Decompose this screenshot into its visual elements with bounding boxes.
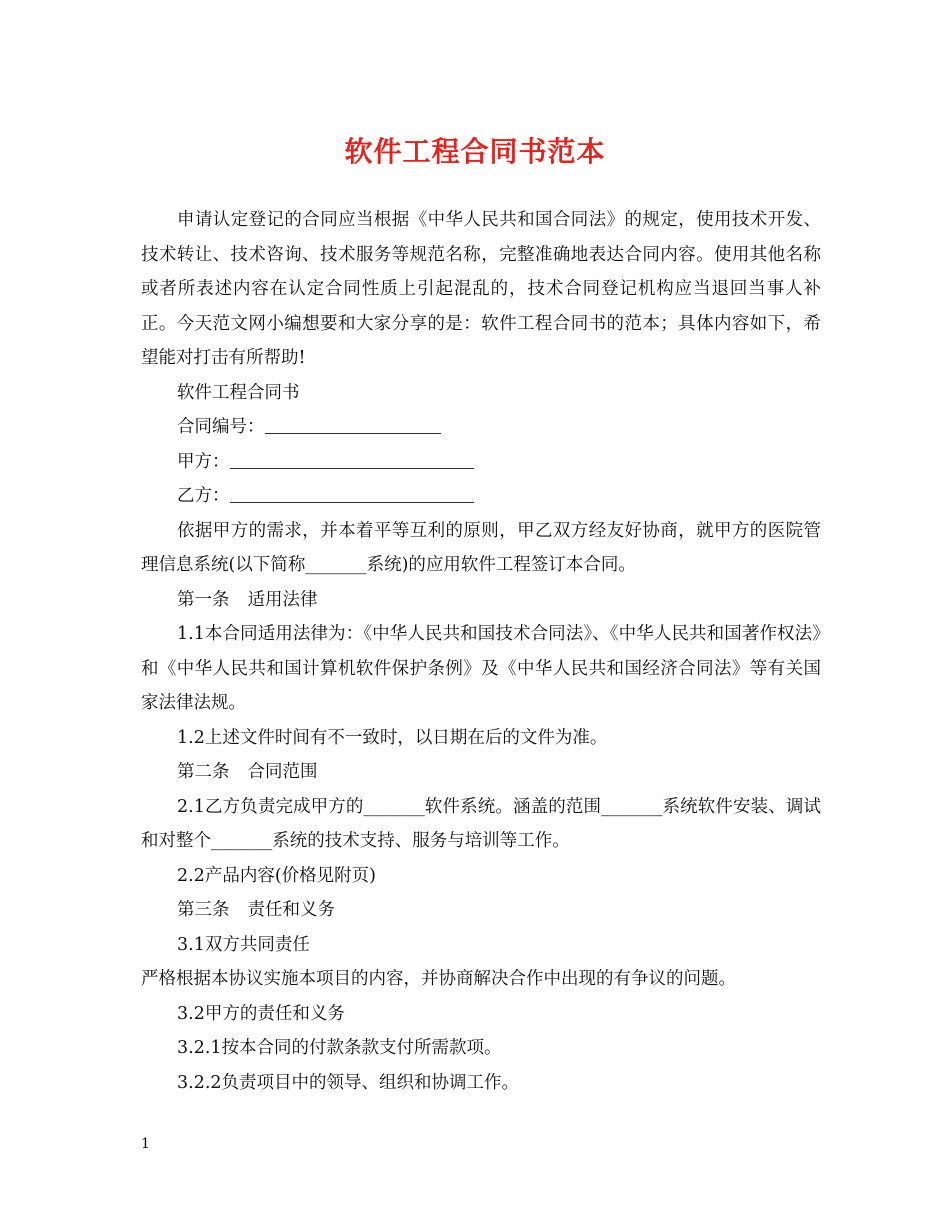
clause-2-1: 2.1乙方负责完成甲方的_______软件系统。涵盖的范围_______系统软件安装、调试和对整个_______系统的技术支持、服务与培训等工作。 (141, 796, 821, 851)
party-b-label: 乙方： (177, 486, 230, 506)
clause-3-1: 3.1双方共同责任 (177, 934, 310, 955)
contract-number-line (141, 410, 821, 445)
document-body (141, 203, 821, 1100)
contract-subtitle: 软件工程合同书 (177, 382, 300, 403)
article-3-title: 责任和义务 (247, 900, 335, 920)
clause-3-2-2: 3.2.2负责项目中的领导、组织和协调工作。 (177, 1072, 520, 1093)
clause-3-2: 3.2甲方的责任和义务 (177, 1003, 345, 1024)
article-2-number: 第二条 (177, 762, 230, 782)
article-1-number: 第一条 (177, 589, 230, 610)
preamble-paragraph: 依据甲方的需求，并本着平等互利的原则，甲乙双方经友好协商，就甲方的医院管理信息系统(以下简称_______系统)的应用软件工程签订本合同。 (141, 520, 821, 575)
contract-number-blank (265, 413, 441, 434)
article-1-title: 适用法律 (247, 589, 318, 610)
clause-2-2: 2.2产品内容(价格见附页) (177, 865, 376, 886)
article-1-heading (141, 583, 821, 618)
article-3-heading (141, 893, 821, 928)
clause-3-1-text: 严格根据本协议实施本项目的内容，并协商解决合作中出现的有争议的问题。 (141, 969, 736, 989)
party-a-blank (230, 448, 474, 469)
party-b-line (141, 479, 821, 514)
intro-paragraph: 申请认定登记的合同应当根据《中华人民共和国合同法》的规定，使用技术开发、技术转让、技术咨询、技术服务等规范名称，完整准确地表达合同内容。使用其他名称或者所表述内容在认定合同性质上引起混乱的，技术合同登记机构应当退回当事人补正。今天范文网小编想要和大家分享的是：软件工程合同书的范本；具体内容如下，希望能对打击有所帮助! (141, 210, 821, 368)
contract-number-label: 合同编号： (177, 417, 265, 437)
clause-3-2-1: 3.2.1按本合同的付款条款支付所需款项。 (177, 1038, 502, 1058)
page-number: 1 (141, 1136, 150, 1152)
article-3-number: 第三条 (177, 900, 230, 920)
article-2-title: 合同范围 (247, 762, 318, 782)
clause-1-2: 1.2上述文件时间有不一致时，以日期在后的文件为准。 (177, 727, 608, 748)
party-a-line (141, 445, 821, 480)
clause-1-1: 1.1本合同适用法律为：《中华人民共和国技术合同法》、《中华人民共和国著作权法》和《中华人民共和国计算机软件保护条例》及《中华人民共和国经济合同法》等有关国家法律法规。 (141, 624, 821, 713)
party-b-blank (230, 482, 474, 503)
document-title: 软件工程合同书范本 (344, 135, 606, 168)
party-a-label: 甲方： (177, 451, 230, 472)
article-2-heading (141, 755, 821, 790)
